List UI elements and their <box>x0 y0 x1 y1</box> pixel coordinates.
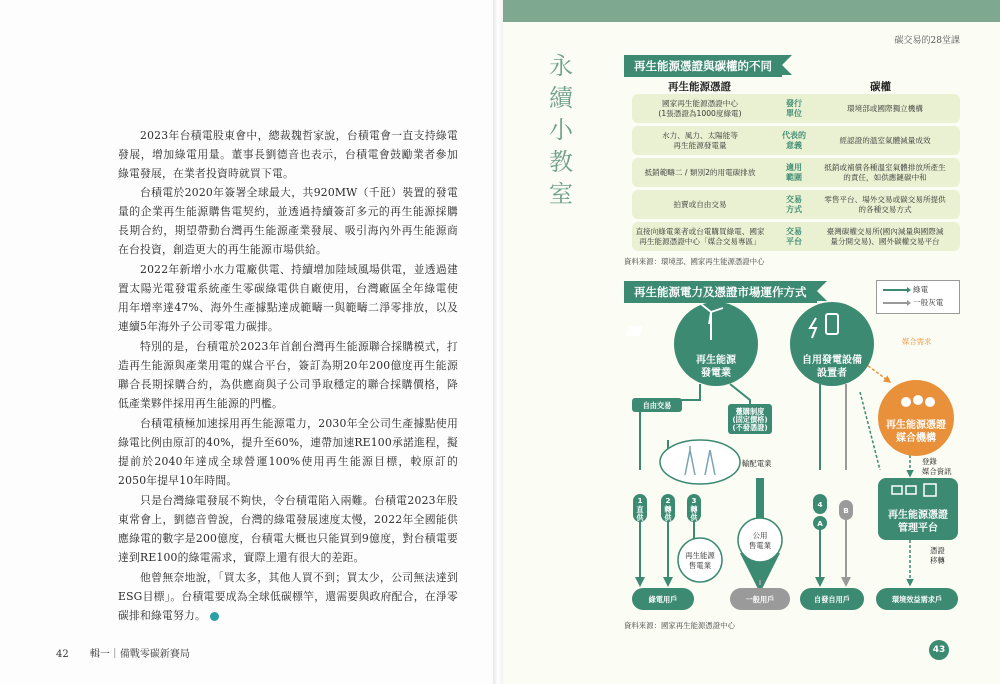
retailer-line2: 售電業 <box>688 561 712 570</box>
pill-4 <box>813 494 827 514</box>
row-carbon-cell: 經認證的溫室氣體減量成效 <box>839 135 931 145</box>
node-renewable-generator <box>626 302 758 386</box>
general-user-label: 一般用戶 <box>745 595 775 604</box>
paragraph-5: 台積電積極加速採用再生能源電力，2030年全公司生產據點使用綠電比例由原訂的40%，提升至60%，連帶加速RE100承諾進程，擬提前於2040年達成全球營運100%使用再生能源目標，較原訂的2050年提早10年時間。 <box>118 417 458 487</box>
diagram-source: 資料來源：國家再生能源憑證中心 <box>624 621 735 630</box>
pill-b <box>839 500 853 520</box>
green-user-label: 綠電用戶 <box>648 595 678 604</box>
self-user-label: 自發自用戶 <box>814 595 850 604</box>
running-head: 碳交易的28堂課 <box>894 36 960 46</box>
matching-demand-label: 媒合需求 <box>902 337 932 346</box>
free-trade-label: 自由交易 <box>642 401 672 410</box>
row-carbon-cell: 環境部或國際獨立機構 <box>847 103 923 113</box>
row-carbon-cell: 零售平台、場外交易或碳交易所提供 的各種交易方式 <box>824 194 946 214</box>
row-item-cell: 交易 方式 <box>786 194 802 214</box>
book-title: 輯一｜備戰零碳新賽局 <box>89 649 190 660</box>
table-source: 資料來源：環境部、國家再生能源憑證中心 <box>624 257 765 266</box>
svg-text:4: 4 <box>817 500 823 509</box>
right-page-number: 43 <box>929 640 949 660</box>
vertical-title-char: 教 <box>549 148 573 176</box>
row-rec-cell: 國家再生能源憑證中心 (1張憑證為1000度綠電) <box>658 98 742 118</box>
paragraph-4: 特別的是，台積電於2023年首創台灣再生能源聯合採購模式，打造再生能源與產業用電的媒合平台，簽訂為期20年200億度再生能源聯合長期採購合約，為供應商與子公司爭取穩定的聯合採購價格，降低產業夥伴採用再生能源的門檻。 <box>118 340 458 410</box>
cert-platform-line1: 再生能源憑證 <box>888 510 948 521</box>
cert-platform-line2: 管理平台 <box>898 523 938 534</box>
row-item-cell: 發行 單位 <box>786 98 802 118</box>
feed-in-l3: (不發憑證) <box>732 423 768 432</box>
matching-line2: 媒合機構 <box>896 433 936 444</box>
legend-green: 綠電 <box>913 285 929 294</box>
grid-label: 輸配電業 <box>742 459 772 468</box>
diagram-title: 再生能源電力及憑證市場運作方式 <box>624 281 817 303</box>
table-header-rec: 再生能源憑證 <box>668 81 731 93</box>
env-user-label: 環境效益需求戶 <box>891 595 943 604</box>
svg-text:B: B <box>843 506 849 515</box>
feed-in-l1: 躉購制度 <box>735 407 765 416</box>
node-matching-platform <box>878 380 954 456</box>
row-rec-cell: 拍賣或自由交易 <box>673 199 727 209</box>
paragraph-1: 2023年台積電股東會中，總裁魏哲家說，台積電會一直支持綠電發展，增加綠電用量。董事長劉德音也表示，台積電會鼓勵業者參加綠電發展，在業者投資時就買下電。 <box>118 129 458 180</box>
vertical-title-char: 永 <box>549 52 573 80</box>
vertical-title-char: 續 <box>549 84 573 112</box>
pill-direct <box>633 494 647 522</box>
svg-text:1: 1 <box>637 496 643 505</box>
row-rec-cell: 抵銷範疇二 / 類別2的用電碳排放 <box>644 167 756 177</box>
feed-in-l2: (固定價格) <box>732 415 768 424</box>
row-rec-cell: 直接向綠電業者或台電購買綠電、國家 再生能源憑證中心「媒合交易專區」 <box>635 226 765 246</box>
svg-text:轉: 轉 <box>664 505 672 514</box>
svg-text:供: 供 <box>664 513 672 522</box>
paragraph-6: 只是台灣綠電發展不夠快，令台積電陷入兩難。台積電2023年股東常會上，劉德音曾說，台灣的綠電發展速度太慢，2022年全國能供應綠電的數字是200億度，台積電大概也只能買到9億度，對台積電要達到RE100的綠電需求，實際上還有很大的差距。 <box>118 494 458 564</box>
renewable-gen-line2: 發電業 <box>701 368 731 379</box>
register-l1: 登錄 <box>922 457 937 466</box>
cert-transfer-l2: 移轉 <box>930 556 945 565</box>
svg-text:A: A <box>817 519 823 528</box>
pill-wheel2 <box>687 494 701 522</box>
paragraph-7-text: 他曾無奈地說，「買太多，其他人買不到；買太少，公司無法達到ESG目標」。台積電要成為全球低碳標竿，還需要與政府配合，在淨零碳排和綠電努力。 <box>118 571 458 622</box>
left-page-number: 42 <box>56 649 69 660</box>
row-carbon-cell: 臺灣碳權交易所(國內減量與國際減 量分開交易)、國外碳權交易平台 <box>826 226 944 246</box>
row-rec-cell: 水力、風力、太陽能等 再生能源發電量 <box>662 130 738 150</box>
legend-gray: 一般灰電 <box>913 298 944 307</box>
svg-text:直: 直 <box>636 505 644 514</box>
row-item-cell: 代表的 意義 <box>782 130 806 150</box>
pill-a <box>813 516 827 530</box>
table-header-carbon: 碳權 <box>870 81 891 93</box>
public-seller-line2: 售電業 <box>748 541 772 550</box>
node-retailer <box>678 538 722 582</box>
self-gen-line1: 自用發電設備 <box>802 355 862 366</box>
node-grid <box>660 440 740 484</box>
pill-wheel1 <box>661 494 675 522</box>
row-item-cell: 適用 範圍 <box>786 162 802 182</box>
matching-line1: 再生能源憑證 <box>886 420 946 431</box>
cert-transfer-l1: 憑證 <box>930 546 945 555</box>
table-title: 再生能源憑證與碳權的不同 <box>624 55 782 77</box>
svg-text:供: 供 <box>690 513 698 522</box>
svg-text:2: 2 <box>665 496 671 505</box>
row-item-cell: 交易 平台 <box>786 226 802 246</box>
row-carbon-cell: 抵銷或補償各種溫室氣體排放所產生 的責任，如供應鏈碳中和 <box>824 162 946 182</box>
svg-text:轉: 轉 <box>690 505 698 514</box>
paragraph-3: 2022年新增小水力電廠供電、持續增加陸域風場供電，並透過建置太陽光電發電系統產生零碳綠電供自廠使用，台灣廠區全年綠電使用年增率達47%、海外生產據點達成範疇一與範疇二淨零排放，以及連續5年海外子公司零電力碳排。 <box>118 263 458 333</box>
vertical-title-char: 室 <box>549 180 573 208</box>
register-l2: 媒合資訊 <box>922 467 952 476</box>
paragraph-2: 台積電於2020年簽署全球最大，共920MW（千瓩）裝置的發電量的企業再生能源購售電契約，並透過持續簽訂多元的再生能源採購長期合約，期望帶動台灣再生能源產業發展、吸引海內外再生能源商在台投資，創造更大的再生能源市場供給。 <box>118 186 458 256</box>
retailer-line1: 再生能源 <box>685 551 715 560</box>
node-public-seller <box>738 518 782 562</box>
public-seller-line1: 公用 <box>752 531 768 540</box>
svg-text:3: 3 <box>691 496 697 505</box>
self-gen-line2: 設置者 <box>817 368 847 379</box>
vertical-title-char: 小 <box>549 116 573 144</box>
renewable-gen-line1: 再生能源 <box>696 355 736 366</box>
svg-text:供: 供 <box>636 513 644 522</box>
